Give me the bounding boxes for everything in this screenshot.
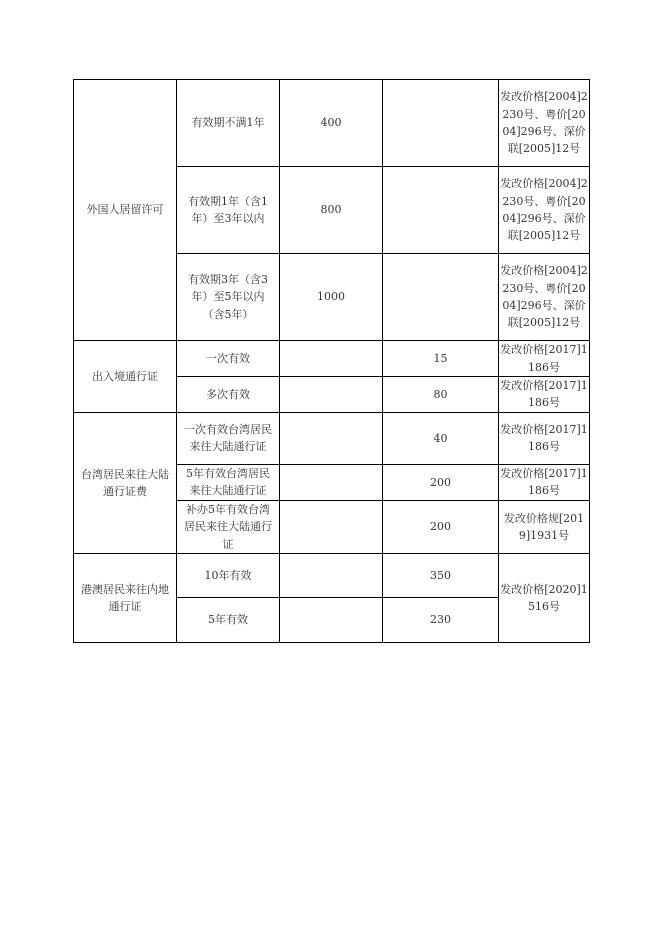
category-cell: 出入境通行证: [74, 341, 177, 413]
basis-cell: 发改价格[2017]1186号: [499, 377, 590, 413]
item-cell: 有效期1年（含1年）至3年以内: [177, 167, 280, 254]
item-cell: 有效期不满1年: [177, 80, 280, 167]
fee-cell-2: [383, 167, 499, 254]
category-cell: 港澳居民来往内地通行证: [74, 554, 177, 643]
fee-cell: [280, 377, 383, 413]
fee-cell: [280, 464, 383, 500]
basis-cell: 发改价格规[2019]1931号: [499, 500, 590, 553]
fee-table: [73, 79, 590, 643]
fee-cell: [280, 412, 383, 464]
table-row: [74, 412, 590, 464]
table-row: [74, 80, 590, 167]
fee-cell: 400: [280, 80, 383, 167]
item-cell: 5年有效: [177, 598, 280, 643]
item-cell: 10年有效: [177, 554, 280, 598]
fee-cell: 800: [280, 167, 383, 254]
fee-cell: [280, 554, 383, 598]
fee-cell-2: [383, 80, 499, 167]
basis-cell: 发改价格[2004]2230号、粤价[2004]296号、深价联[2005]12号: [499, 80, 590, 167]
fee-cell: 1000: [280, 254, 383, 341]
table-row: [74, 341, 590, 377]
fee-cell: [280, 598, 383, 643]
fee-cell: [280, 341, 383, 377]
fee-cell-2: 230: [383, 598, 499, 643]
item-cell: 5年有效台湾居民来往大陆通行证: [177, 464, 280, 500]
item-cell: 一次有效: [177, 341, 280, 377]
fee-cell-2: 40: [383, 412, 499, 464]
category-cell: 台湾居民来往大陆通行证费: [74, 412, 177, 553]
category-cell: 外国人居留许可: [74, 80, 177, 341]
item-cell: 多次有效: [177, 377, 280, 413]
fee-cell-2: 15: [383, 341, 499, 377]
fee-cell: [280, 500, 383, 553]
fee-cell-2: 200: [383, 500, 499, 553]
basis-cell: 发改价格[2017]1186号: [499, 341, 590, 377]
basis-cell: 发改价格[2004]2230号、粤价[2004]296号、深价联[2005]12号: [499, 254, 590, 341]
basis-cell: 发改价格[2004]2230号、粤价[2004]296号、深价联[2005]12号: [499, 167, 590, 254]
fee-cell-2: 80: [383, 377, 499, 413]
table-row: [74, 554, 590, 598]
item-cell: 有效期3年（含3年）至5年以内（含5年）: [177, 254, 280, 341]
item-cell: 补办5年有效台湾居民来往大陆通行证: [177, 500, 280, 553]
basis-cell: 发改价格[2017]1186号: [499, 412, 590, 464]
basis-cell: 发改价格[2020]1516号: [499, 554, 590, 643]
fee-cell-2: [383, 254, 499, 341]
fee-cell-2: 200: [383, 464, 499, 500]
basis-cell: 发改价格[2017]1186号: [499, 464, 590, 500]
fee-cell-2: 350: [383, 554, 499, 598]
item-cell: 一次有效台湾居民来往大陆通行证: [177, 412, 280, 464]
